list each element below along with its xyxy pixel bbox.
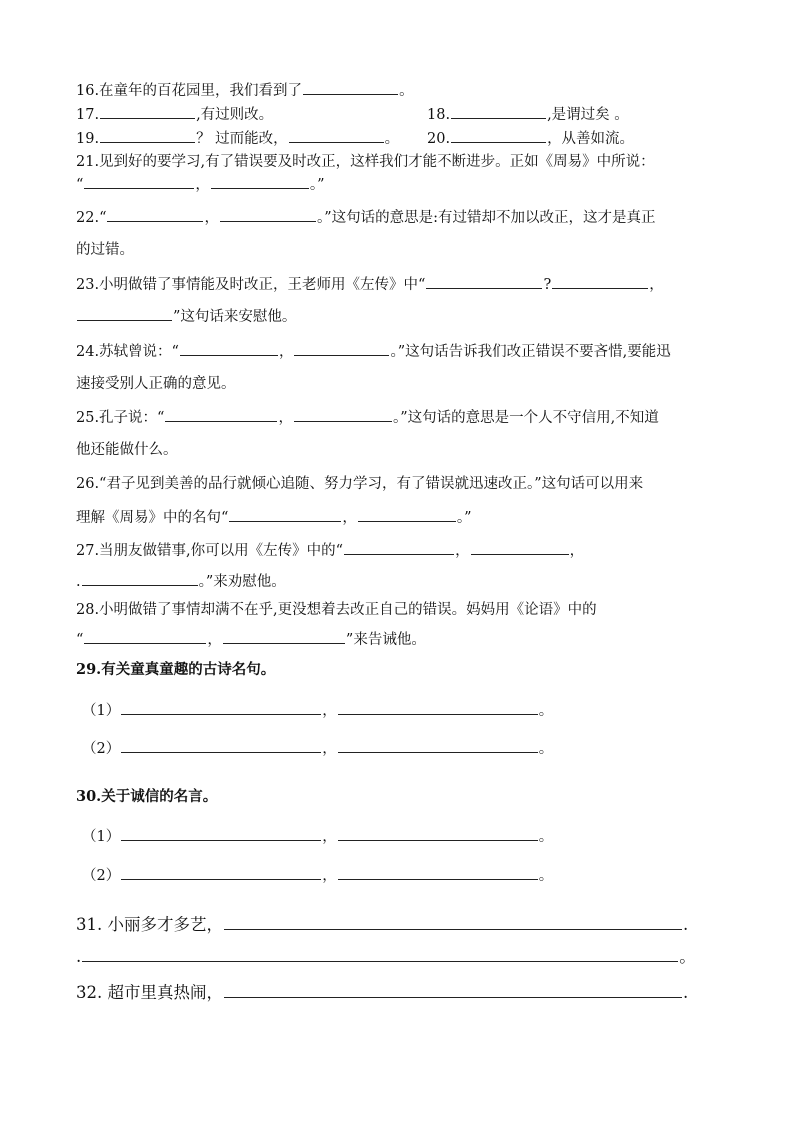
- answer-blank[interactable]: [180, 341, 278, 356]
- punct: .: [76, 947, 82, 966]
- question-text: ，从善如流。: [547, 131, 635, 147]
- punct: “: [76, 177, 84, 193]
- answer-blank[interactable]: [426, 274, 542, 289]
- question-24: [76, 341, 722, 362]
- answer-blank[interactable]: [100, 128, 195, 143]
- answer-blank[interactable]: [165, 407, 277, 422]
- answer-blank[interactable]: [344, 540, 454, 555]
- question-30-item-2: [76, 865, 722, 886]
- answer-blank[interactable]: [224, 983, 682, 998]
- answer-blank[interactable]: [552, 274, 648, 289]
- question-28: [76, 600, 722, 620]
- question-text: 的过错。: [76, 242, 134, 258]
- question-text: ？ 过而能改，: [196, 131, 288, 147]
- question-text: ”这句话来安慰他。: [173, 309, 297, 325]
- punct: .: [683, 915, 689, 934]
- question-text: ,是谓过矣 。: [547, 107, 629, 123]
- punct: ，: [342, 510, 357, 526]
- question-text: 32. 超市里真热闹，: [76, 983, 223, 1002]
- question-28-cont: [76, 629, 722, 650]
- section-heading: 30.关于诚信的名言。: [76, 788, 218, 805]
- question-27-cont: [76, 571, 722, 592]
- question-text: 21.见到好的要学习,有了错误要及时改正，这样我们才能不断进步。正如《周易》中所说：: [76, 154, 655, 170]
- question-29-item-2: [76, 738, 722, 759]
- question-text: 28.小明做错了事情却满不在乎,更没想着去改正自己的错误。妈妈用《论语》中的: [76, 602, 597, 618]
- item-number: （1）: [82, 703, 121, 719]
- question-23: [76, 274, 722, 295]
- answer-blank[interactable]: [121, 700, 321, 715]
- question-27: [76, 540, 722, 561]
- question-26-cont: [76, 507, 722, 528]
- punct: ，: [322, 868, 337, 884]
- punct: 。: [538, 703, 554, 719]
- question-text: 。”来劝慰他。: [198, 574, 286, 590]
- question-text: 25.孔子说：“: [76, 410, 165, 426]
- question-text: ,有过则改。: [196, 107, 274, 123]
- question-text: 。”这句话告诉我们改正错误不要吝惜,要能迅: [390, 344, 671, 360]
- answer-blank[interactable]: [121, 865, 321, 880]
- question-text: 理解《周易》中的名句“: [76, 510, 229, 526]
- question-text: 26.“君子见到美善的品行就倾心追随、努力学习，有了错误就迅速改正。”这句话可以用来: [76, 476, 644, 492]
- question-text: 他还能做什么。: [76, 442, 178, 458]
- punct: ，: [455, 543, 470, 559]
- answer-blank[interactable]: [224, 915, 682, 930]
- answer-blank[interactable]: [294, 407, 392, 422]
- answer-blank[interactable]: [121, 826, 321, 841]
- question-22-cont: [76, 240, 722, 260]
- question-32: [76, 983, 722, 1003]
- question-21-answer: [76, 174, 722, 195]
- punct: 。: [538, 741, 554, 757]
- answer-blank[interactable]: [338, 826, 538, 841]
- answer-blank[interactable]: [294, 341, 389, 356]
- item-number: （2）: [82, 741, 121, 757]
- punct: “: [76, 632, 84, 648]
- question-number: 19.: [76, 131, 100, 147]
- punct: ，: [322, 829, 337, 845]
- question-number: 17.: [76, 107, 100, 123]
- punct: 。: [384, 131, 400, 147]
- question-text: 速接受别人正确的意见。: [76, 376, 236, 392]
- item-number: （1）: [82, 829, 121, 845]
- answer-blank[interactable]: [338, 738, 538, 753]
- question-21: [76, 152, 722, 172]
- question-24-cont: [76, 374, 722, 394]
- section-heading: 29.有关童真童趣的古诗名句。: [76, 661, 276, 678]
- punct: 。: [538, 868, 554, 884]
- answer-blank[interactable]: [220, 207, 316, 222]
- punct: 。”: [456, 510, 472, 526]
- question-31: [76, 915, 722, 935]
- answer-blank[interactable]: [338, 865, 538, 880]
- punct: 。: [538, 829, 554, 845]
- answer-blank[interactable]: [77, 306, 172, 321]
- answer-blank[interactable]: [121, 738, 321, 753]
- answer-blank[interactable]: [84, 174, 194, 189]
- answer-blank[interactable]: [358, 507, 456, 522]
- question-16: [76, 80, 722, 101]
- answer-blank[interactable]: [223, 629, 345, 644]
- punct: 。: [679, 947, 696, 966]
- punct: ，: [207, 632, 222, 648]
- answer-blank[interactable]: [338, 700, 538, 715]
- question-number: 18.: [427, 107, 451, 123]
- question-30-item-1: [76, 826, 722, 847]
- question-text: 。”这句话的意思是一个人不守信用,不知道: [392, 410, 659, 426]
- punct: ，: [322, 703, 337, 719]
- question-25-cont: [76, 440, 722, 460]
- punct: ，: [204, 210, 219, 226]
- question-text: 31. 小丽多才多艺，: [76, 915, 223, 934]
- answer-blank[interactable]: [100, 104, 195, 119]
- punct: ，: [649, 277, 664, 293]
- question-text: 16.在童年的百花园里，我们看到了: [76, 83, 303, 99]
- question-number: 22.: [76, 210, 100, 226]
- answer-blank[interactable]: [107, 207, 203, 222]
- question-number: 20.: [427, 131, 451, 147]
- question-29-item-1: [76, 700, 722, 721]
- answer-blank[interactable]: [229, 507, 341, 522]
- answer-blank[interactable]: [82, 571, 198, 586]
- answer-blank[interactable]: [211, 174, 309, 189]
- punct: ，: [278, 410, 293, 426]
- question-25: [76, 407, 722, 428]
- question-22: [76, 207, 722, 228]
- punct: ，: [322, 741, 337, 757]
- answer-blank[interactable]: [289, 128, 384, 143]
- question-text: 27.当朋友做错事,你可以用《左传》中的“: [76, 543, 344, 559]
- punct: .: [683, 983, 689, 1002]
- punct: ，: [569, 543, 585, 559]
- question-text: 。”这句话的意思是:有过错却不加以改正，这才是真正: [316, 210, 656, 226]
- answer-blank[interactable]: [84, 629, 206, 644]
- question-31-cont: [76, 947, 722, 967]
- punct: ?: [543, 277, 552, 293]
- question-text: 24.苏轼曾说：“: [76, 344, 179, 360]
- question-text: 23.小明做错了事情能及时改正，王老师用《左传》中“: [76, 277, 426, 293]
- punct: ，: [195, 177, 210, 193]
- punct: 。”: [309, 177, 325, 193]
- item-number: （2）: [82, 868, 121, 884]
- answer-blank[interactable]: [82, 947, 678, 962]
- question-29-title: [76, 660, 722, 680]
- punct: 。: [399, 83, 414, 99]
- answer-blank[interactable]: [451, 128, 546, 143]
- question-30-title: [76, 787, 722, 807]
- question-23-cont: [76, 306, 722, 327]
- answer-blank[interactable]: [451, 104, 546, 119]
- question-18: [427, 104, 722, 125]
- punct: “: [99, 210, 107, 226]
- punct: .: [76, 574, 81, 590]
- question-26: [76, 474, 722, 494]
- answer-blank[interactable]: [303, 80, 398, 95]
- question-text: ”来告诫他。: [345, 632, 426, 648]
- answer-blank[interactable]: [471, 540, 569, 555]
- punct: ，: [278, 344, 294, 360]
- question-20: [427, 128, 722, 149]
